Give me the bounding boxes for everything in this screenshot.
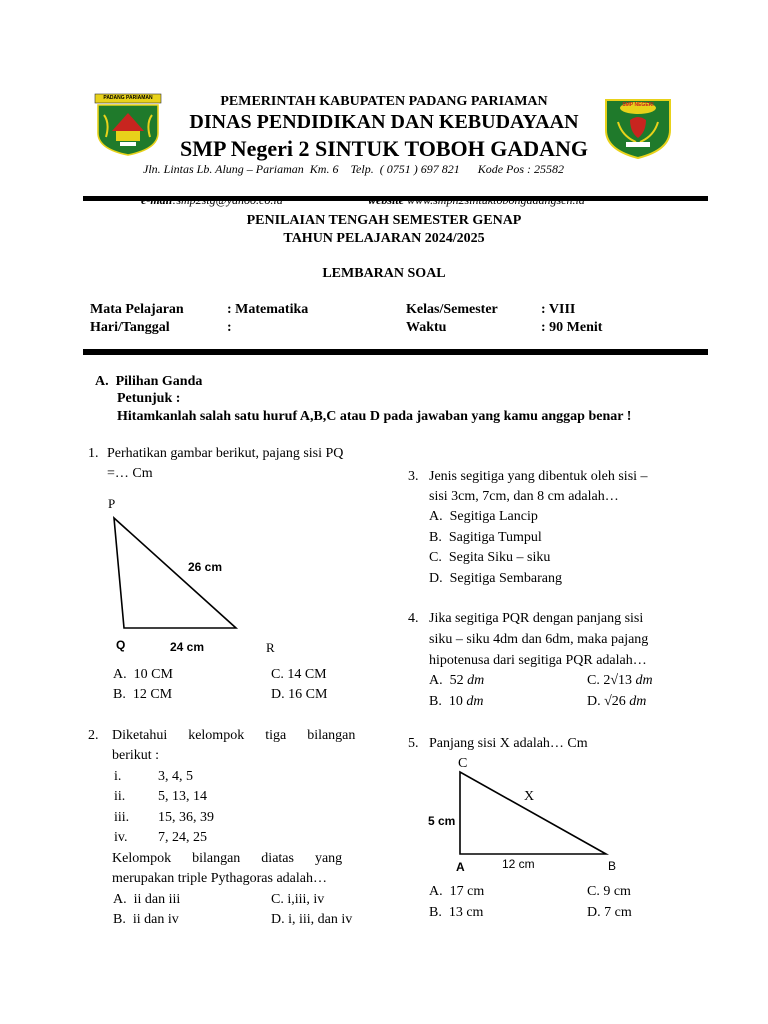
q4-option-c-text: C. 2√13 xyxy=(587,673,636,688)
q5-option-b[interactable]: B. 13 cm xyxy=(429,905,484,920)
q1-text-2: =… Cm xyxy=(107,466,153,481)
info-divider xyxy=(83,349,708,355)
q4-option-a-unit: dm xyxy=(467,673,485,688)
q4-option-a-text: A. 52 xyxy=(429,673,468,688)
q1-option-a[interactable]: A. 10 CM xyxy=(113,667,173,682)
q2-text-2: berikut : xyxy=(112,748,160,763)
q4-number: 4. xyxy=(408,611,419,626)
q4-text-3: hipotenusa dari segitiga PQR adalah… xyxy=(429,653,647,668)
header-line-3: SMP Negeri 2 SINTUK TOBOH GADANG xyxy=(179,136,589,161)
q4-option-d-text: D. √26 xyxy=(587,694,630,709)
q5-label-a: A xyxy=(456,860,465,874)
q4-text-2: siku – siku 4dm dan 6dm, maka pajang xyxy=(429,632,649,647)
q1-label-r: R xyxy=(266,640,275,655)
q2-item-2-num: ii. xyxy=(114,789,126,804)
header-line-1: PEMERINTAH KABUPATEN PADANG PARIAMAN xyxy=(220,94,548,109)
q1-label-hyp: 26 cm xyxy=(188,560,223,574)
q5-number: 5. xyxy=(408,736,419,751)
q2-text-3: Kelompok bilangan diatas yang xyxy=(112,851,343,866)
waktu-label: Waktu xyxy=(406,320,447,335)
mapel-label: Mata Pelajaran xyxy=(90,302,184,317)
q2-item-2-val: 5, 13, 14 xyxy=(158,789,207,804)
header-line-2: DINAS PENDIDIKAN DAN KEBUDAYAAN xyxy=(189,111,579,133)
q1-text-1: Perhatikan gambar berikut, pajang sisi PQ xyxy=(107,446,344,461)
q5-label-base: 12 cm xyxy=(502,857,535,871)
q4-option-d-unit: dm xyxy=(629,694,647,709)
q2-item-4-num: iv. xyxy=(114,830,128,845)
q4-option-a[interactable] xyxy=(429,673,484,689)
q5-label-b: B xyxy=(608,859,617,873)
header-website xyxy=(362,178,585,208)
q1-number: 1. xyxy=(88,446,99,461)
kelas-label: Kelas/Semester xyxy=(406,302,498,317)
q2-text-1: Diketahui kelompok tiga bilangan xyxy=(112,728,356,743)
q2-item-3-val: 15, 36, 39 xyxy=(158,810,214,825)
right-logo-text: SMP NEGERI xyxy=(622,102,654,108)
q4-option-b-text: B. 10 xyxy=(429,694,467,709)
q3-option-d[interactable]: D. Segitiga Sembarang xyxy=(429,571,562,586)
q5-label-side: 5 cm xyxy=(428,814,456,828)
q2-number: 2. xyxy=(88,728,99,743)
q3-text-2: sisi 3cm, 7cm, dan 8 cm adalah… xyxy=(429,489,619,504)
hari-value: : xyxy=(227,320,232,335)
q1-option-d[interactable]: D. 16 CM xyxy=(271,687,328,702)
q1-option-b[interactable]: B. 12 CM xyxy=(113,687,173,702)
q3-option-a[interactable]: A. Segitiga Lancip xyxy=(429,509,538,524)
q3-text-1: Jenis segitiga yang dibentuk oleh sisi – xyxy=(429,469,648,484)
q1-label-p: P xyxy=(108,496,116,511)
q2-option-d[interactable]: D. i, iii, dan iv xyxy=(271,912,353,927)
hari-label: Hari/Tanggal xyxy=(90,320,170,335)
q1-option-c[interactable]: C. 14 CM xyxy=(271,667,327,682)
mapel-value: : Matematika xyxy=(227,302,309,317)
q5-option-d[interactable]: D. 7 cm xyxy=(587,905,632,920)
q2-option-c[interactable]: C. i,iii, iv xyxy=(271,892,325,907)
q4-option-b[interactable] xyxy=(429,694,483,710)
q4-option-b-unit: dm xyxy=(466,694,484,709)
exam-title-3: LEMBARAN SOAL xyxy=(322,266,446,281)
q1-label-base: 24 cm xyxy=(170,640,205,654)
q3-option-b[interactable]: B. Sagitiga Tumpul xyxy=(429,530,542,545)
q2-item-1-num: i. xyxy=(114,769,122,784)
kelas-value: : VIII xyxy=(541,302,576,317)
q5-label-x: X xyxy=(524,789,535,804)
q4-text-1: Jika segitiga PQR dengan panjang sisi xyxy=(429,611,644,626)
q5-figure xyxy=(426,756,626,878)
q2-option-a[interactable]: A. ii dan iii xyxy=(113,892,181,907)
q2-option-b[interactable]: B. ii dan iv xyxy=(113,912,179,927)
q5-option-a[interactable]: A. 17 cm xyxy=(429,884,485,899)
q5-text-1: Panjang sisi X adalah… Cm xyxy=(429,736,588,751)
q5-label-c: C xyxy=(458,756,468,771)
header-address: Jln. Lintas Lb. Alung – Pariaman Km. 6 Telp. ( 0751 ) 697 821 Kode Pos : 25582 xyxy=(143,162,565,176)
q4-option-d[interactable] xyxy=(587,694,646,710)
q2-item-4-val: 7, 24, 25 xyxy=(158,830,207,845)
header-divider xyxy=(83,196,708,201)
q1-label-q: Q xyxy=(116,638,126,652)
q2-item-1-val: 3, 4, 5 xyxy=(158,769,193,784)
q3-number: 3. xyxy=(408,469,419,484)
section-petunjuk: Petunjuk : xyxy=(117,391,181,406)
section-instruction: Hitamkanlah salah satu huruf A,B,C atau D pada jawaban yang kamu anggap benar ! xyxy=(117,409,632,424)
q2-item-3-num: iii. xyxy=(114,810,130,825)
exam-title-2: TAHUN PELAJARAN 2024/2025 xyxy=(283,231,485,246)
section-heading: A. Pilihan Ganda xyxy=(95,374,203,389)
q2-text-4: merupakan triple Pythagoras adalah… xyxy=(112,871,327,886)
waktu-value: : 90 Menit xyxy=(541,320,603,335)
exam-title-1: PENILAIAN TENGAH SEMESTER GENAP xyxy=(246,213,522,228)
q5-option-c[interactable]: C. 9 cm xyxy=(587,884,631,899)
header-contact xyxy=(135,178,283,208)
q3-option-c[interactable]: C. Segita Siku – siku xyxy=(429,550,551,565)
q1-triangle xyxy=(100,490,280,660)
q4-option-c-unit: dm xyxy=(635,673,653,688)
q4-option-c[interactable] xyxy=(587,673,653,689)
left-logo-text: PADANG PARIAMAN xyxy=(103,95,153,101)
q1-figure xyxy=(100,490,280,660)
